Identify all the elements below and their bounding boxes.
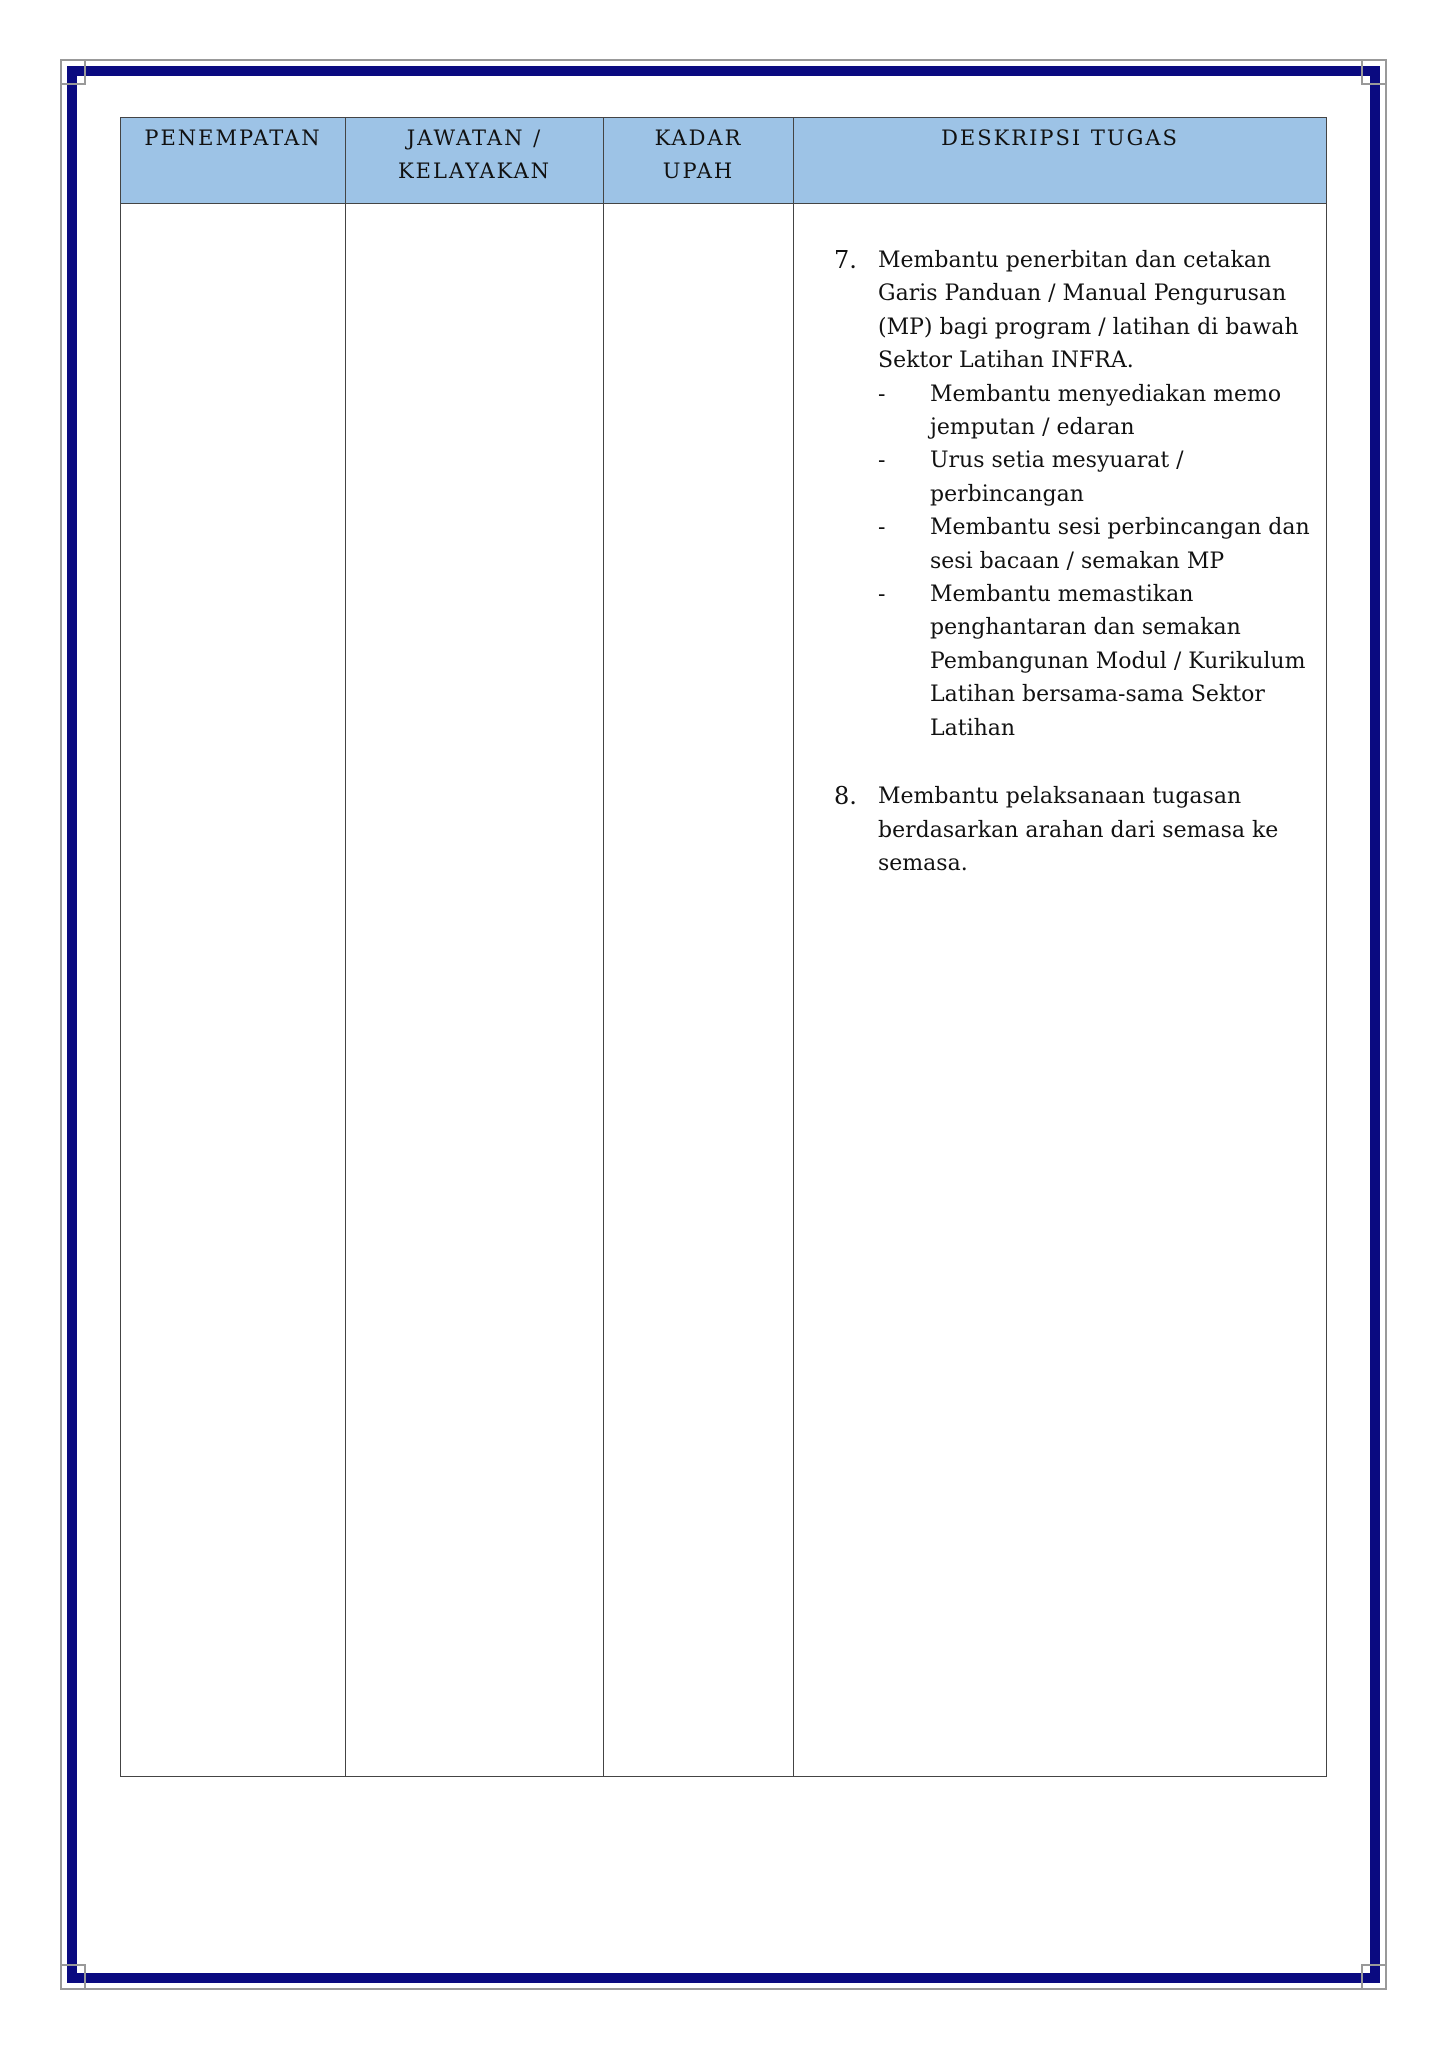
item-text: Membantu penerbitan dan cetakan Garis Panduan / Manual Pengurusan (MP) bagi program / latihan di bawah Sektor Latihan INFRA. (878, 248, 1299, 374)
cell-deskripsi (794, 204, 1327, 1777)
sub-item-text: Membantu memastikan penghantaran dan semakan Pembangunan Modul / Kurikulum Latihan bersama-sama Sektor Latihan (930, 582, 1306, 741)
corner-ornament (1361, 1964, 1387, 1990)
dash: - (878, 381, 886, 407)
header-line: JAWATAN / (406, 126, 543, 150)
dash: - (878, 448, 886, 474)
list-item (834, 780, 1316, 880)
header-line: KELAYAKAN (397, 159, 552, 183)
cell-penempatan (121, 204, 346, 1777)
item-number: 8. (834, 782, 857, 811)
sub-item (878, 444, 1316, 511)
header-kadar-upah (604, 118, 794, 204)
dash: - (878, 515, 886, 541)
item-number: 7. (834, 246, 857, 274)
dash: - (878, 582, 886, 608)
sub-item-text: Membantu menyediakan memo jemputan / edaran (930, 381, 1282, 441)
header-jawatan (346, 118, 604, 204)
header-line: KADAR (654, 126, 743, 150)
corner-ornament (60, 1964, 86, 1990)
sub-item (878, 578, 1316, 745)
table-row (121, 204, 1327, 1777)
header-row (121, 118, 1327, 204)
header-penempatan: PENEMPATAN (121, 118, 346, 204)
cell-kadar (604, 204, 794, 1777)
list-item (834, 244, 1316, 745)
sub-item-text: Urus setia mesyuarat / perbincangan (930, 448, 1184, 507)
header-line: UPAH (662, 159, 735, 183)
item-text: Membantu pelaksanaan tugasan berdasarkan arahan dari semasa ke semasa. (878, 784, 1279, 876)
corner-ornament (60, 59, 86, 85)
header-deskripsi: DESKRIPSI TUGAS (794, 118, 1327, 204)
job-table (120, 117, 1327, 1777)
sub-item (878, 378, 1316, 445)
cell-jawatan (346, 204, 604, 1777)
sub-item-text: Membantu sesi perbincangan dan sesi bacaan / semakan MP (930, 515, 1310, 574)
corner-ornament (1361, 59, 1387, 85)
sub-item (878, 511, 1316, 578)
